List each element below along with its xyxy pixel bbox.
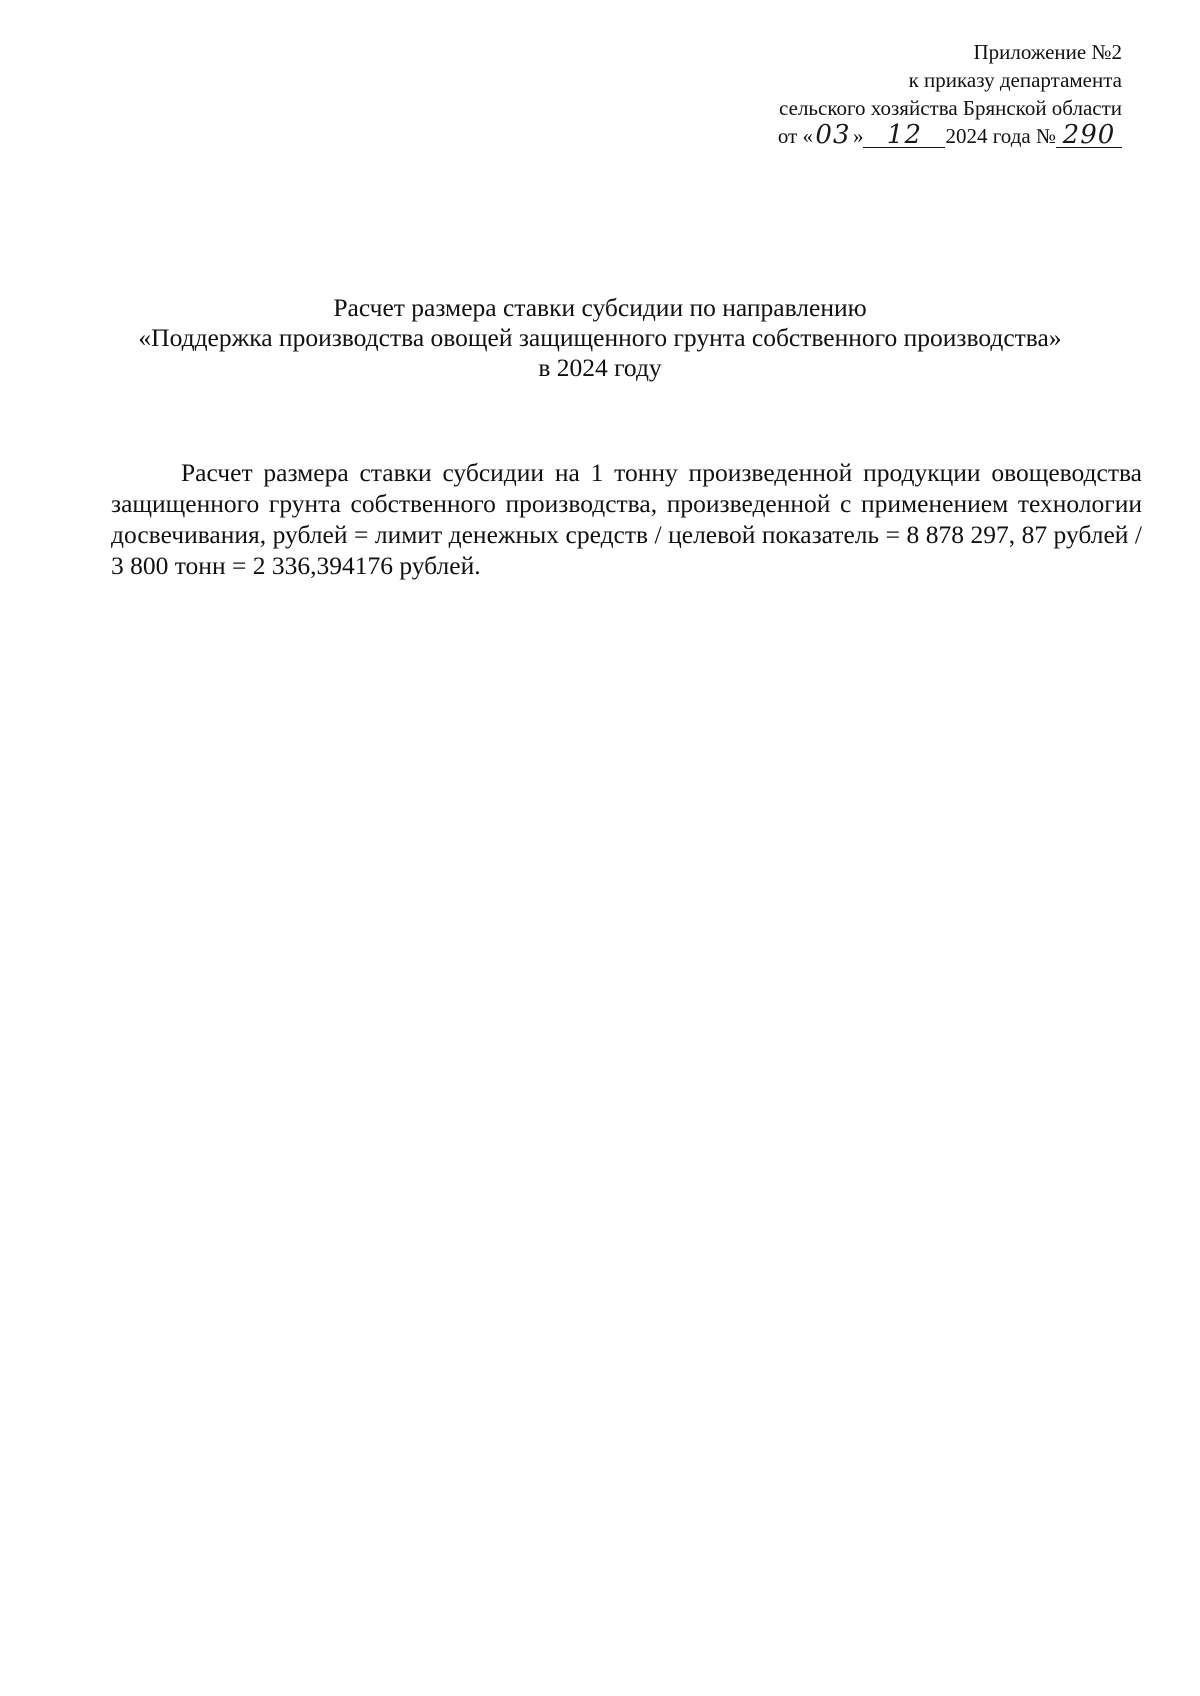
- department-name: сельского хозяйства Брянской области: [779, 96, 1122, 120]
- order-reference: к приказу департамента: [908, 68, 1122, 92]
- order-date-line: [602, 122, 1122, 150]
- handwritten-day: 03: [815, 120, 851, 150]
- handwritten-month: 12: [863, 124, 945, 148]
- title-line-1: Расчет размера ставки субсидии по направлению: [333, 293, 867, 322]
- date-year-text: 2024 года №: [945, 124, 1056, 148]
- calculation-paragraph: Расчет размера ставки субсидии на 1 тонну произведенной продукции овощеводства защищенного грунта собственного производства, произведенной с применением технологии досвечивания, рублей = лимит денежных средств / целевой показатель = 8 878 297, 87 рублей / 3 800 тонн = 2 336,394176 рублей.: [111, 458, 1142, 580]
- appendix-number: Приложение №2: [973, 40, 1122, 64]
- date-mid: »: [852, 124, 864, 148]
- title-line-3: в 2024 году: [538, 353, 662, 382]
- document-title: [90, 293, 1110, 383]
- appendix-header: [602, 38, 1122, 150]
- handwritten-order-number: 290: [1056, 124, 1122, 148]
- title-line-2: «Поддержка производства овощей защищенного грунта собственного производства»: [138, 323, 1062, 352]
- date-prefix: от «: [777, 124, 813, 148]
